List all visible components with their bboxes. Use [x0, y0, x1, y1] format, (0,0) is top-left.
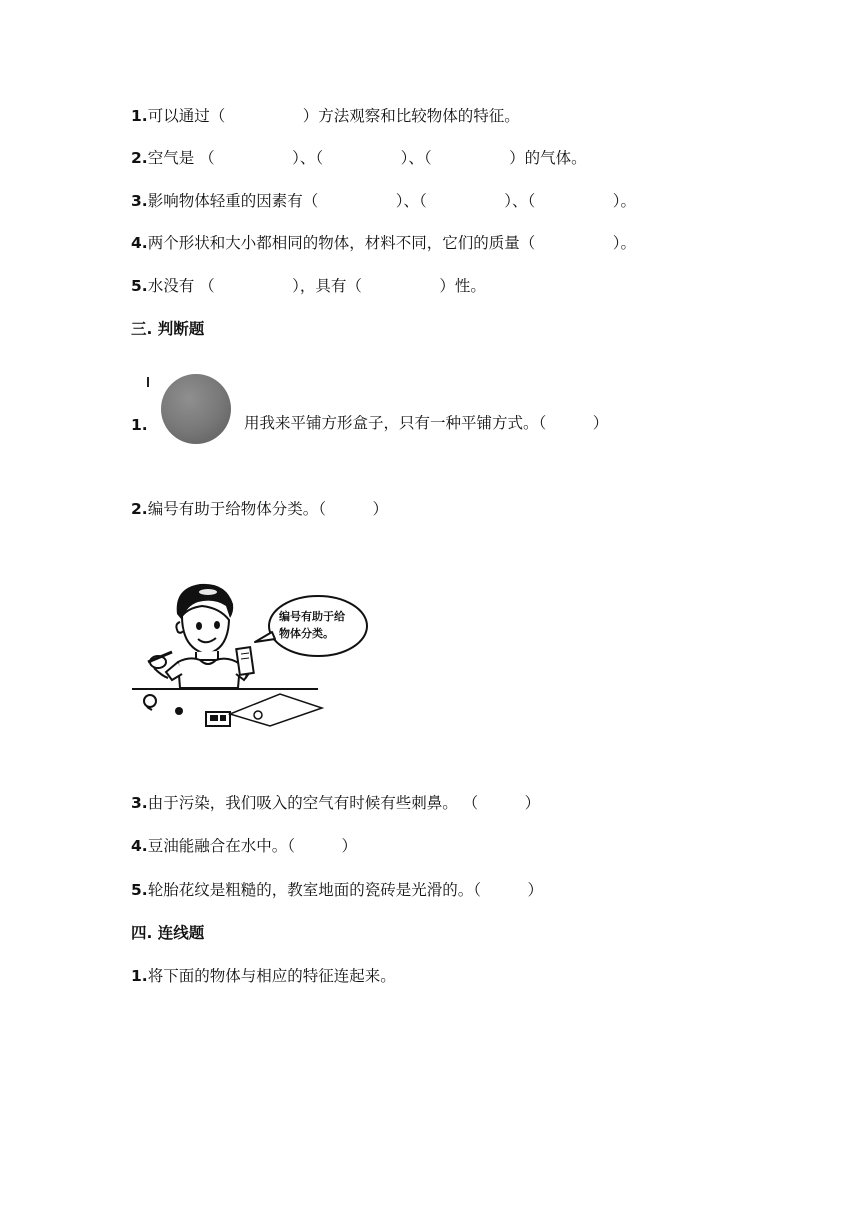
question-number: 1.	[131, 107, 148, 125]
judge-q1-text: 用我来平铺方形盒子，只有一种平铺方式。（ ）	[244, 414, 609, 432]
question-text: 轮胎花纹是粗糙的，教室地面的瓷砖是光滑的。（ ）	[147, 881, 543, 899]
fill-blank-q1	[131, 106, 520, 126]
boy-illustration	[130, 576, 375, 734]
question-text: 编号有助于给物体分类。（ ）	[147, 500, 388, 518]
question-number: 1.	[131, 967, 148, 985]
question-number: 2.	[131, 500, 148, 518]
judge-q1-number: 1.	[131, 416, 148, 434]
question-text: 影响物体轻重的因素有（ ）、（ ）、（ ）。	[147, 192, 636, 210]
question-text: 两个形状和大小都相同的物体，材料不同，它们的质量（ ）。	[147, 234, 636, 252]
question-number: 5.	[131, 881, 148, 899]
section-title-judgement: 三. 判断题	[131, 320, 205, 338]
section-title-matching: 四. 连线题	[131, 924, 205, 942]
question-number: 4.	[131, 837, 148, 855]
question-text: 豆油能融合在水中。（ ）	[147, 837, 357, 855]
question-text: 空气是 （ ）、（ ）、（ ）的气体。	[147, 149, 587, 167]
question-text: 可以通过（ ）方法观察和比较物体的特征。	[147, 107, 520, 125]
judge-q2	[131, 499, 388, 519]
question-number: 3.	[131, 794, 148, 812]
judge-q5	[131, 880, 543, 900]
matching-q1	[131, 966, 396, 986]
judge-q3	[131, 793, 540, 813]
fill-blank-q5	[131, 276, 486, 296]
ball-image	[160, 373, 232, 445]
question-number: 2.	[131, 149, 148, 167]
question-text: 将下面的物体与相应的特征连起来。	[147, 967, 396, 985]
judge-q4	[131, 836, 357, 856]
fill-blank-q4	[131, 233, 636, 253]
question-number: 4.	[131, 234, 148, 252]
bubble-text-line1: 编号有助于给	[279, 610, 345, 623]
question-number: 3.	[131, 192, 148, 210]
fill-blank-q3	[131, 191, 636, 211]
fill-blank-q2	[131, 148, 587, 168]
bubble-text-line2: 物体分类。	[279, 627, 334, 640]
question-number: 5.	[131, 277, 148, 295]
question-text: 由于污染，我们吸入的空气有时候有些刺鼻。 （ ）	[147, 794, 541, 812]
question-text: 水没有 （ ），具有（ ）性。	[147, 277, 486, 295]
image-mark	[147, 377, 149, 387]
